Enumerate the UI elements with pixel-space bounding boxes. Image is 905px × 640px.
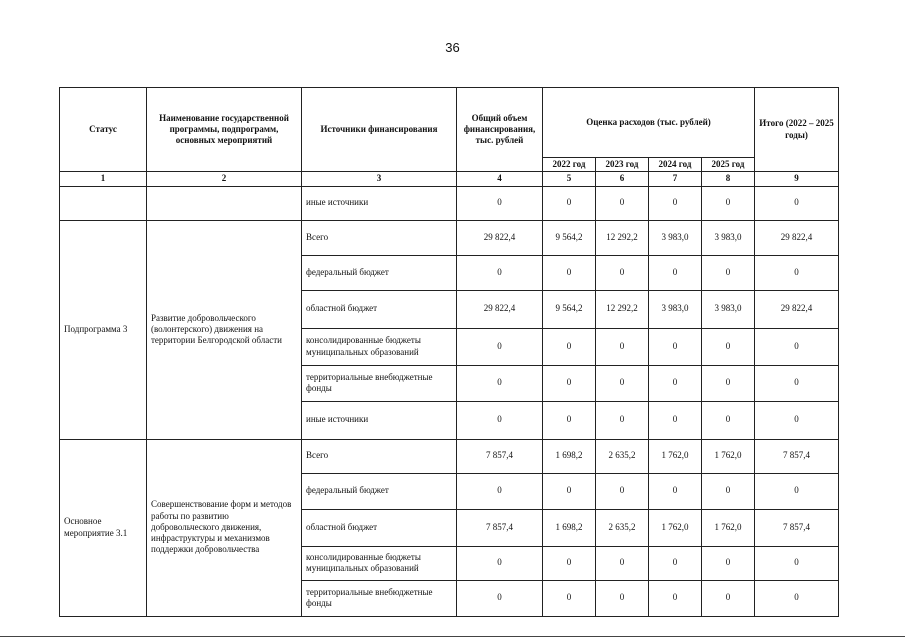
value-cell: 1 762,0: [702, 439, 755, 473]
value-cell: 0: [596, 473, 649, 509]
value-cell: 0: [755, 186, 839, 220]
value-cell: 3 983,0: [702, 220, 755, 255]
status-cell: [60, 186, 147, 220]
value-cell: 0: [755, 365, 839, 401]
source-cell: областной бюджет: [302, 509, 457, 546]
value-cell: 7 857,4: [755, 439, 839, 473]
value-cell: 0: [702, 328, 755, 365]
value-cell: 0: [543, 328, 596, 365]
header-year: 2022 год: [543, 158, 596, 172]
value-cell: 0: [702, 546, 755, 580]
value-cell: 0: [649, 365, 702, 401]
value-cell: 0: [543, 473, 596, 509]
header-status: Статус: [60, 88, 147, 172]
source-cell: федеральный бюджет: [302, 473, 457, 509]
column-number: 6: [596, 172, 649, 186]
value-cell: 0: [649, 328, 702, 365]
financing-table: [59, 87, 839, 617]
header-estimate: Оценка расходов (тыс. рублей): [543, 88, 755, 158]
source-cell: территориальные внебюджетные фонды: [302, 580, 457, 616]
value-cell: 2 635,2: [596, 509, 649, 546]
value-cell: 0: [596, 328, 649, 365]
value-cell: 3 983,0: [649, 290, 702, 328]
column-number: 9: [755, 172, 839, 186]
column-number: 7: [649, 172, 702, 186]
table-row: [60, 220, 839, 255]
column-number: 1: [60, 172, 147, 186]
value-cell: 0: [596, 580, 649, 616]
value-cell: 0: [702, 255, 755, 290]
column-number: 3: [302, 172, 457, 186]
value-cell: 0: [702, 401, 755, 439]
column-number-row: [60, 172, 839, 186]
value-cell: 0: [649, 546, 702, 580]
header-year: 2024 год: [649, 158, 702, 172]
value-cell: 7 857,4: [457, 439, 543, 473]
value-cell: 7 857,4: [457, 509, 543, 546]
source-cell: консолидированные бюджеты муниципальных образований: [302, 546, 457, 580]
value-cell: 0: [543, 580, 596, 616]
header-year: 2023 год: [596, 158, 649, 172]
value-cell: 9 564,2: [543, 290, 596, 328]
value-cell: 0: [755, 473, 839, 509]
value-cell: 0: [755, 580, 839, 616]
column-number: 2: [147, 172, 302, 186]
value-cell: 0: [649, 186, 702, 220]
value-cell: 1 698,2: [543, 509, 596, 546]
value-cell: 9 564,2: [543, 220, 596, 255]
value-cell: 0: [457, 473, 543, 509]
value-cell: 0: [543, 401, 596, 439]
value-cell: 2 635,2: [596, 439, 649, 473]
source-cell: иные источники: [302, 186, 457, 220]
value-cell: 0: [457, 401, 543, 439]
source-cell: областной бюджет: [302, 290, 457, 328]
value-cell: 0: [702, 580, 755, 616]
value-cell: 12 292,2: [596, 290, 649, 328]
table-row: [60, 186, 839, 220]
value-cell: 29 822,4: [755, 290, 839, 328]
value-cell: 1 762,0: [702, 509, 755, 546]
value-cell: 29 822,4: [457, 290, 543, 328]
value-cell: 1 698,2: [543, 439, 596, 473]
value-cell: 0: [457, 328, 543, 365]
value-cell: 0: [702, 186, 755, 220]
page-edge-line: [0, 636, 905, 637]
value-cell: 1 762,0: [649, 439, 702, 473]
value-cell: 0: [755, 546, 839, 580]
header-total-period: Итого (2022 – 2025 годы): [755, 88, 839, 172]
name-cell: Совершенствование форм и методов работы по развитию добровольческого движения, инфраструктуры и механизмов поддержки добровольчества: [147, 439, 302, 616]
value-cell: 0: [649, 401, 702, 439]
value-cell: 0: [649, 473, 702, 509]
value-cell: 0: [755, 255, 839, 290]
header-sources: Источники финансирования: [302, 88, 457, 172]
source-cell: иные источники: [302, 401, 457, 439]
value-cell: 0: [457, 546, 543, 580]
value-cell: 0: [457, 580, 543, 616]
header-total-volume: Общий объем финансирования, тыс. рублей: [457, 88, 543, 172]
page-number: 36: [445, 40, 460, 55]
header-year: 2025 год: [702, 158, 755, 172]
source-cell: Всего: [302, 439, 457, 473]
value-cell: 0: [596, 546, 649, 580]
value-cell: 7 857,4: [755, 509, 839, 546]
source-cell: территориальные внебюджетные фонды: [302, 365, 457, 401]
header-name: Наименование государственной программы, подпрограмм, основных мероприятий: [147, 88, 302, 172]
source-cell: консолидированные бюджеты муниципальных образований: [302, 328, 457, 365]
value-cell: 29 822,4: [457, 220, 543, 255]
value-cell: 0: [457, 186, 543, 220]
name-cell: [147, 186, 302, 220]
value-cell: 0: [702, 473, 755, 509]
value-cell: 0: [702, 365, 755, 401]
value-cell: 0: [543, 255, 596, 290]
table-row: [60, 439, 839, 473]
value-cell: 12 292,2: [596, 220, 649, 255]
value-cell: 1 762,0: [649, 509, 702, 546]
source-cell: федеральный бюджет: [302, 255, 457, 290]
value-cell: 0: [649, 580, 702, 616]
column-number: 4: [457, 172, 543, 186]
column-number: 5: [543, 172, 596, 186]
status-cell: Подпрограмма 3: [60, 220, 147, 439]
value-cell: 0: [457, 255, 543, 290]
value-cell: 0: [543, 365, 596, 401]
value-cell: 3 983,0: [702, 290, 755, 328]
value-cell: 0: [596, 186, 649, 220]
value-cell: 0: [543, 186, 596, 220]
column-number: 8: [702, 172, 755, 186]
value-cell: 0: [543, 546, 596, 580]
value-cell: 0: [596, 401, 649, 439]
value-cell: 29 822,4: [755, 220, 839, 255]
value-cell: 0: [596, 365, 649, 401]
value-cell: 0: [457, 365, 543, 401]
name-cell: Развитие добровольческого (волонтерского) движения на территории Белгородской области: [147, 220, 302, 439]
source-cell: Всего: [302, 220, 457, 255]
value-cell: 0: [596, 255, 649, 290]
value-cell: 0: [755, 401, 839, 439]
value-cell: 0: [755, 328, 839, 365]
value-cell: 0: [649, 255, 702, 290]
value-cell: 3 983,0: [649, 220, 702, 255]
status-cell: Основное мероприятие 3.1: [60, 439, 147, 616]
